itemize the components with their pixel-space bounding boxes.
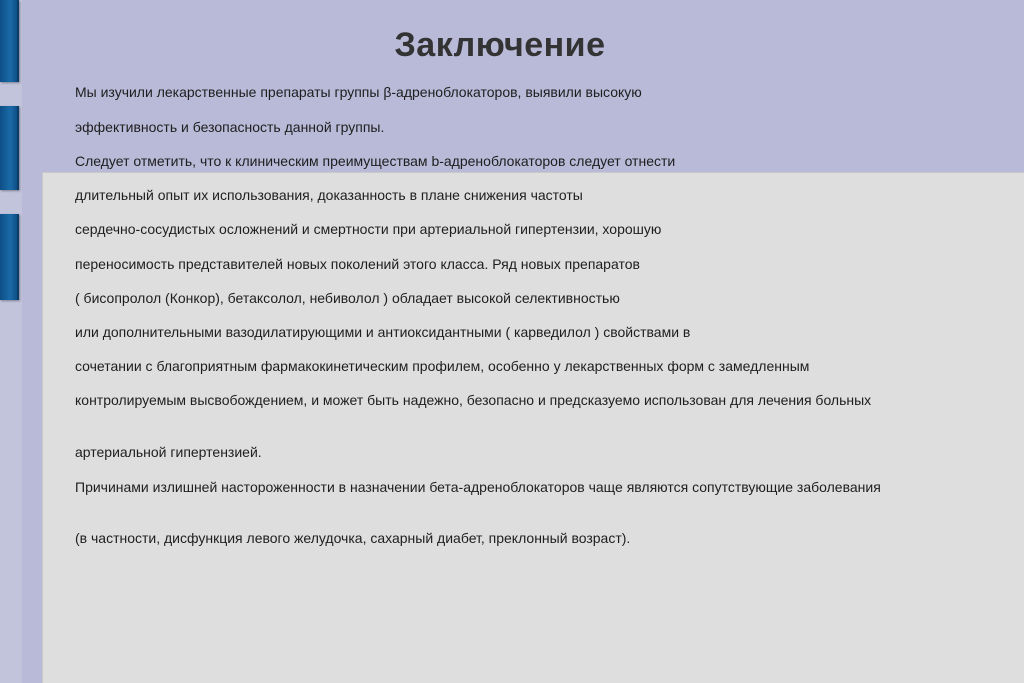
paragraph-6: переносимость представителей новых поколений этого класса. Ряд новых препаратов (75, 256, 640, 272)
content-panel (42, 172, 1024, 683)
paragraph-9: сочетании с благоприятным фармакокинетическим профилем, особенно у лекарственных форм с замедленным (75, 358, 810, 374)
paragraph-4: длительный опыт их использования, доказанность в плане снижения частоты (75, 187, 583, 203)
paragraph-7: ( бисопролол (Конкор), бетаксолол, небиволол ) обладает высокой селективностью (75, 290, 620, 306)
left-decor-strip (0, 0, 22, 683)
paragraph-11: артериальной гипертензией. (75, 444, 262, 460)
paragraph-10: контролируемым высвобождением, и может быть надежно, безопасно и предсказуемо использован для лечения больных (75, 392, 872, 408)
paragraph-12: Причинами излишней настороженности в назначении бета-адреноблокаторов чаще являются сопутствующие заболевания (75, 479, 881, 495)
paragraph-8: или дополнительными вазодилатирующими и антиоксидантными ( карведилол ) свойствами в (75, 324, 691, 340)
decor-tab-2 (0, 106, 19, 190)
paragraph-5: сердечно-сосудистых осложнений и смертности при артериальной гипертензии, хорошую (75, 221, 662, 237)
slide-title: Заключение (394, 26, 606, 64)
paragraph-1: Мы изучили лекарственные препараты группы β-адреноблокаторов, выявили высокую (75, 84, 642, 100)
decor-tab-3 (0, 214, 19, 300)
paragraph-3: Следует отметить, что к клиническим преимуществам b-адреноблокаторов следует отнести (75, 153, 676, 169)
paragraph-13: (в частности, дисфункция левого желудочка, сахарный диабет, преклонный возраст). (75, 530, 631, 546)
paragraph-2: эффективность и безопасность данной группы. (75, 119, 385, 135)
